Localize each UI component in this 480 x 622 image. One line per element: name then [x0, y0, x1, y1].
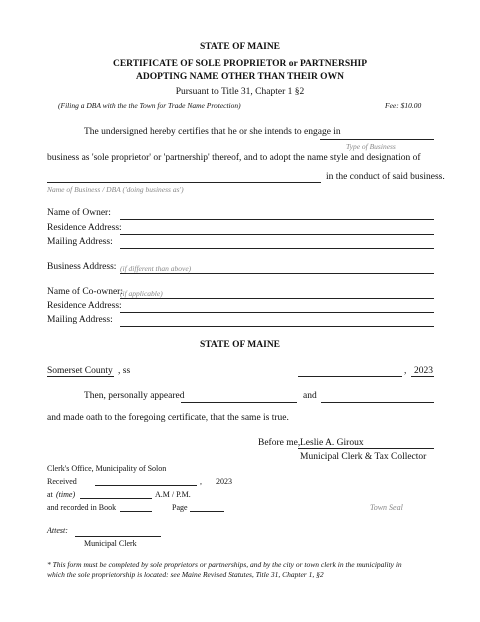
coowner-residence-label: Residence Address: [47, 301, 122, 311]
appeared-person1-underline [181, 402, 297, 403]
time-hint: (time) [56, 490, 76, 499]
footnote-line1: * This form must be completed by sole proprietors or partnerships, and by the city or town clerk in the municipality in [47, 560, 402, 569]
county-value: Somerset County [47, 366, 113, 376]
book-underline [120, 511, 152, 512]
notary-year-underline [411, 376, 434, 377]
clerk-signature-underline [298, 448, 434, 449]
statute-reference: Pursuant to Title 31, Chapter 1 §2 [175, 87, 305, 97]
received-date-underline [95, 485, 197, 486]
office-heading: Clerk's Office, Municipality of Solon [47, 464, 167, 473]
coowner-hint: (if applicable) [120, 289, 163, 298]
footnote-line2: which the sole proprietorship is located: see Maine Revised Statutes, Title 31, Chapter 1, §2 [47, 570, 324, 579]
type-of-business-underline [320, 139, 434, 140]
owner-residence-label: Residence Address: [47, 223, 122, 233]
page-underline [190, 511, 224, 512]
coowner-name-underline [120, 298, 434, 299]
certify-line2-text: business as 'sole proprietor' or 'partnership' thereof, and to adopt the name style and designation of [47, 153, 421, 163]
owner-name-label: Name of Owner: [47, 208, 111, 218]
business-address-label: Business Address: [47, 262, 117, 272]
state-heading: STATE OF MAINE [199, 42, 281, 52]
and-label: and [303, 391, 317, 401]
conduct-text: in the conduct of said business. [326, 172, 445, 182]
appeared-label: Then, personally appeared [84, 391, 185, 401]
before-me-label: Before me, [258, 438, 301, 448]
notary-year: 2023 [414, 366, 433, 376]
form-title-line1: CERTIFICATE OF SOLE PROPRIETOR or PARTNERSHIP [112, 59, 368, 69]
owner-mailing-label: Mailing Address: [47, 237, 113, 247]
filing-note: (Filing a DBA with the the Town for Trade Name Protection) [58, 101, 241, 110]
notary-date-underline [298, 376, 402, 377]
business-address-hint: (if different than above) [120, 264, 192, 273]
coowner-mailing-underline [120, 326, 434, 327]
owner-residence-underline [120, 234, 434, 235]
town-seal-label: Town Seal [370, 503, 403, 512]
recorded-book-label: and recorded in Book [47, 503, 117, 512]
type-of-business-field[interactable] [322, 127, 434, 139]
business-address-underline [120, 273, 434, 274]
page-label: Page [172, 503, 188, 512]
notary-year-separator: , [404, 366, 407, 376]
at-label: at [47, 490, 53, 499]
received-label: Received [47, 477, 77, 486]
coowner-mailing-field[interactable] [120, 314, 434, 326]
attest-label: Attest: [47, 526, 68, 535]
coowner-mailing-label: Mailing Address: [47, 315, 113, 325]
type-of-business-hint: Type of Business [346, 142, 396, 151]
ss-label: , ss [118, 366, 131, 376]
notary-state-heading: STATE OF MAINE [199, 340, 281, 350]
county-underline [47, 376, 114, 377]
owner-name-underline [120, 219, 434, 220]
appeared-person2-field[interactable] [321, 390, 434, 402]
oath-text: and made oath to the foregoing certificate, that the same is true. [47, 413, 289, 423]
certify-intro-text: The undersigned hereby certifies that he or she intends to engage in [84, 127, 341, 137]
business-address-field[interactable] [120, 261, 434, 273]
owner-mailing-field[interactable] [120, 236, 434, 248]
appeared-person2-underline [321, 402, 434, 403]
coowner-name-field[interactable] [120, 286, 434, 298]
clerk-name: Leslie A. Giroux [300, 438, 364, 448]
municipal-clerk-label: Municipal Clerk [84, 539, 137, 548]
appeared-person1-field[interactable] [181, 390, 297, 402]
business-name-dba-hint: Name of Business / DBA ('doing business as') [47, 185, 184, 194]
received-year: 2023 [216, 477, 232, 486]
owner-residence-field[interactable] [120, 222, 434, 234]
ampm-label: A.M / P.M. [155, 490, 191, 499]
owner-mailing-underline [120, 248, 434, 249]
clerk-title: Municipal Clerk & Tax Collector [300, 452, 427, 462]
fee-label: Fee: $10.00 [385, 101, 422, 110]
owner-name-field[interactable] [120, 207, 434, 219]
coowner-name-label: Name of Co-owner: [47, 287, 123, 297]
attest-underline [75, 536, 161, 537]
coowner-residence-field[interactable] [120, 300, 434, 312]
received-separator: , [200, 477, 202, 486]
form-title-line2: ADOPTING NAME OTHER THAN THEIR OWN [136, 72, 344, 82]
coowner-residence-underline [120, 312, 434, 313]
received-time-underline [80, 498, 152, 499]
business-name-dba-underline [47, 182, 321, 183]
